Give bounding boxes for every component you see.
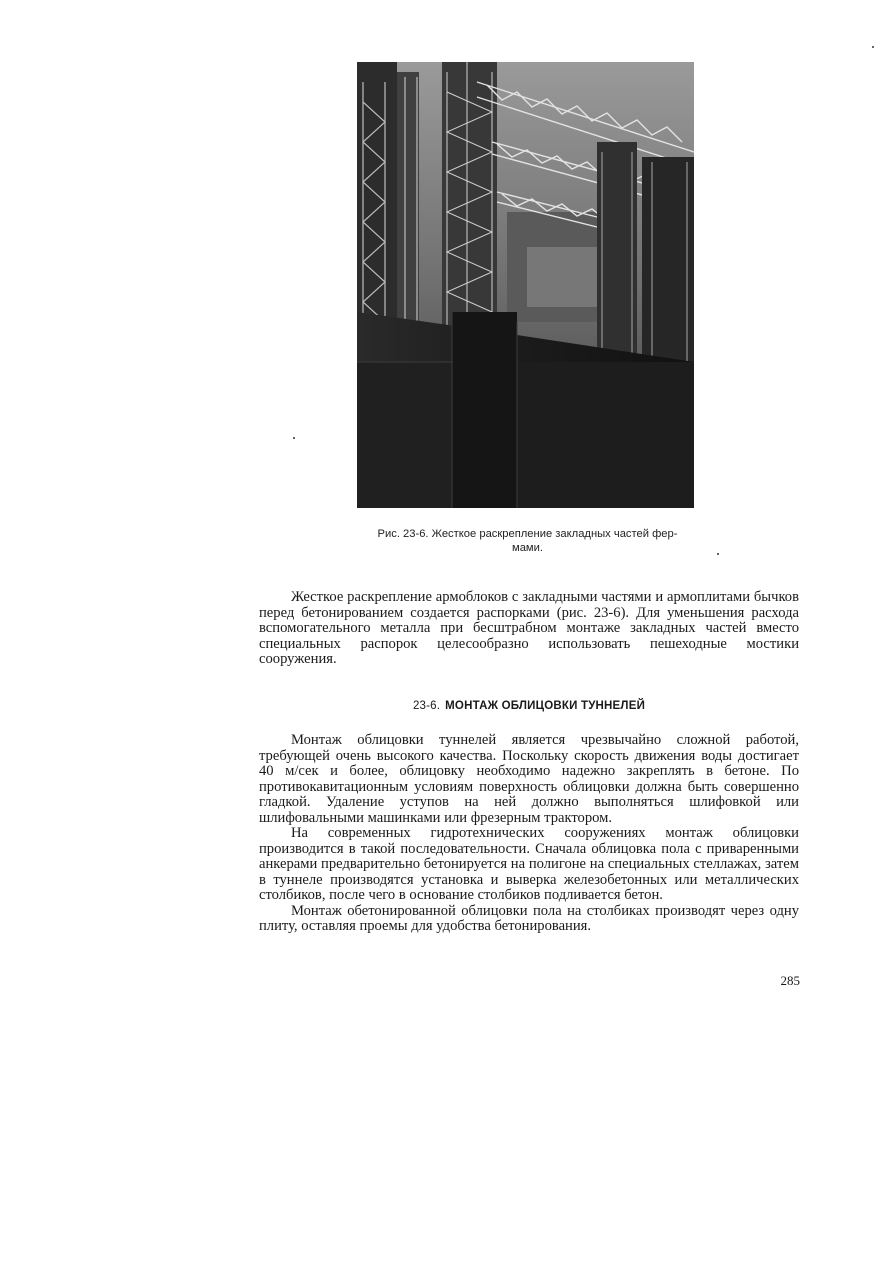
scan-speck	[872, 46, 874, 48]
section-body	[259, 733, 799, 935]
section-paragraph-1: Монтаж облицовки туннелей является чрезвычайно сложной работой, требующей очень высокого качества. Поскольку скорость движения воды достигает 40 м/сек и более, облицовку необходимо надежно закреплять в бетоне. По противокавитационным условиям поверхность облицовки должна быть совершенно гладкой. Удаление уступов на ней должно выполняться шлифовкой или шлифовальными машинками или фрезерным трактором.	[259, 732, 799, 826]
section-number: 23-6.	[412, 700, 441, 712]
caption-line-1: Рис. 23-6. Жесткое раскрепление закладных частей фер-	[377, 528, 678, 540]
scan-speck	[717, 553, 719, 555]
intro-paragraph-block	[259, 590, 799, 668]
scan-speck	[293, 437, 295, 439]
section-heading	[259, 700, 799, 712]
section-title: МОНТАЖ ОБЛИЦОВКИ ТУННЕЛЕЙ	[445, 700, 646, 712]
caption-line-2: мами.	[512, 542, 543, 554]
figure-caption	[340, 527, 715, 555]
figure-photo	[357, 62, 694, 508]
page-number: 285	[780, 973, 800, 988]
intro-paragraph: Жесткое раскрепление армоблоков с закладными частями и армоплитами бычков перед бетонированием создается распорками (рис. 23-6). Для уменьшения расхода вспомогательного металла при бесштрабном монтаже закладных частей вместо специальных распорок целесообразно использовать пешеходные мостики сооружения.	[259, 589, 799, 667]
section-paragraph-3: Монтаж обетонированной облицовки пола на столбиках производят через одну плиту, оставляя проемы для удобства бетонирования.	[259, 902, 799, 934]
section-paragraph-2: На современных гидротехнических сооружениях монтаж облицовки производится в такой последовательности. Сначала облицовка пола с приваренными анкерами предварительно бетонируется на полигоне на специальных стеллажах, затем в туннеле производятся установка и выверка железобетонных или металлических столбиков, после чего в основание столбиков подливается бетон.	[259, 825, 799, 903]
